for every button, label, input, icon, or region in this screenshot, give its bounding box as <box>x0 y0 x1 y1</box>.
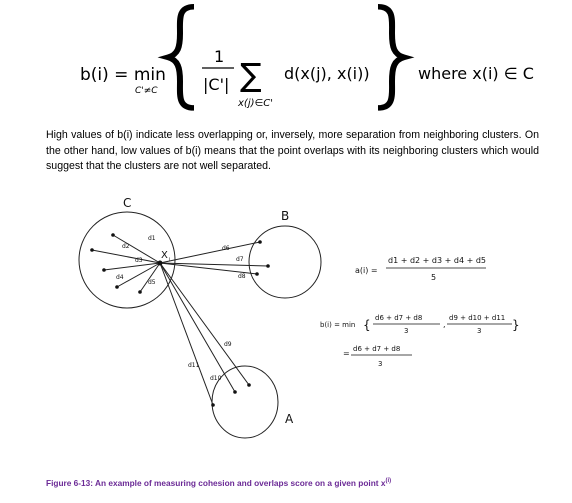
svg-text:,: , <box>443 320 446 329</box>
dist-d1: d1 <box>148 235 156 242</box>
sum-subscript: x(j)∈C' <box>238 98 273 109</box>
b-i-formula <box>0 0 572 125</box>
cluster-b-label: B <box>281 209 290 223</box>
cluster-b-circle <box>249 226 321 298</box>
dist-d3: d3 <box>135 257 143 264</box>
figure-caption <box>46 478 546 488</box>
point-label-sub: i <box>169 257 171 263</box>
b-eq-den2: 3 <box>477 327 482 335</box>
dist-d8: d8 <box>238 273 246 280</box>
b-eq-brace-right: } <box>512 318 520 332</box>
b-eq-den1: 3 <box>404 327 409 335</box>
left-brace <box>168 7 194 108</box>
cluster-figure <box>0 190 572 480</box>
caption-text: Figure 6-13: An example of measuring cohesion and overlaps score on a given point x <box>46 478 386 488</box>
result-den: 3 <box>378 360 383 368</box>
b-eq-num1: d6 + d7 + d8 <box>375 314 423 322</box>
result-num: d6 + d7 + d8 <box>353 345 401 353</box>
dist-d5: d5 <box>148 279 156 286</box>
where-clause: where x(i) ∈ C <box>418 64 534 83</box>
formula-lhs: b(i) = min <box>80 65 166 85</box>
sum-symbol: ∑ <box>240 56 262 94</box>
dist-d2: d2 <box>122 243 130 250</box>
dist-d10: d10 <box>210 375 222 382</box>
cluster-a-circle <box>212 366 278 438</box>
svg-text:=: = <box>343 349 350 358</box>
dist-d9: d9 <box>224 341 232 348</box>
b-eq-brace-left: { <box>363 318 371 332</box>
summand: d(x(j), x(i)) <box>284 64 370 83</box>
dist-d6: d6 <box>222 245 230 252</box>
cluster-c-label: C <box>123 196 132 210</box>
fraction-denominator: |C'| <box>203 75 230 94</box>
a-eq-den: 5 <box>431 273 437 282</box>
dist-d4: d4 <box>116 274 124 281</box>
fraction-numerator: 1 <box>214 47 225 66</box>
point-label: X <box>161 250 168 261</box>
caption-superscript: (i) <box>385 478 392 485</box>
point-xi <box>158 261 163 266</box>
dist-d7: d7 <box>236 256 244 263</box>
min-subscript: C'≠C <box>135 86 158 96</box>
a-eq-num: d1 + d2 + d3 + d4 + d5 <box>388 256 486 265</box>
right-brace <box>378 7 404 108</box>
b-eq-num2: d9 + d10 + d11 <box>449 314 506 322</box>
b-eq-lhs: b(i) = min <box>320 321 356 329</box>
cluster-a-label: A <box>285 412 294 426</box>
body-paragraph: High values of b(i) indicate less overlapping or, inversely, more separation from neighboring clusters. On the other hand, low values of b(i) means that the point overlaps with its neighboring clusters which would suggest that the clusters are not well separated. <box>46 129 539 172</box>
a-eq-lhs: a(i) = <box>355 266 378 275</box>
dist-d11: d11 <box>188 362 200 369</box>
